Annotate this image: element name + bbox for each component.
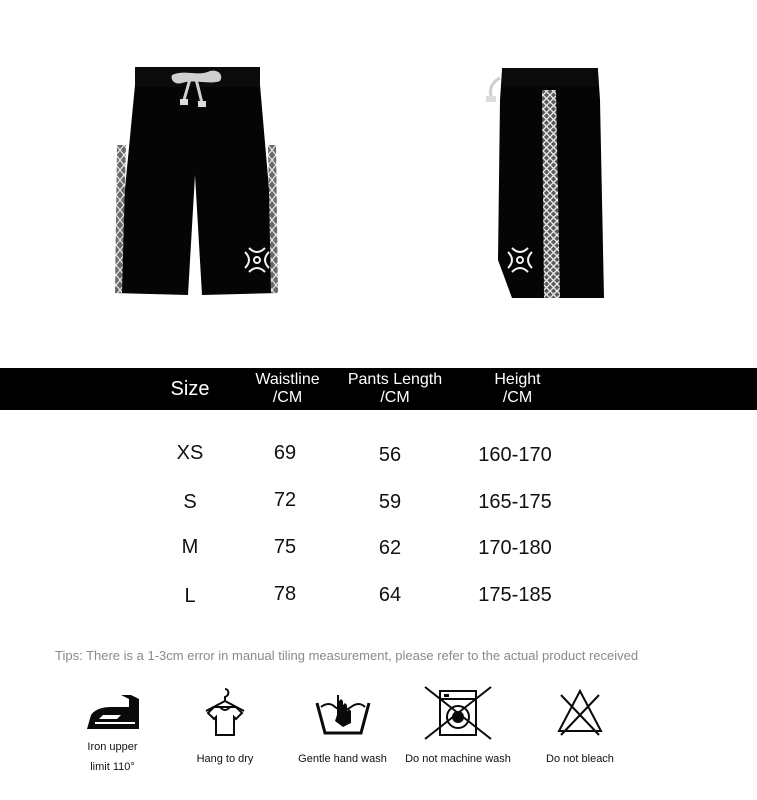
size-table-header: [0, 368, 757, 410]
care-item-hang-dry: [185, 685, 265, 769]
header-size: Size: [170, 378, 210, 400]
hand-wash-icon: [311, 685, 375, 741]
cell-size: XS: [176, 442, 204, 464]
cell-pants-length: 62: [378, 537, 402, 559]
cell-height: 160-170: [478, 444, 552, 466]
cell-size: L: [184, 585, 196, 607]
header-waistline: Waistline /CM: [255, 371, 320, 406]
care-label: limit 110°: [90, 761, 135, 773]
cell-waistline: 75: [273, 536, 297, 558]
cell-pants-length: 64: [378, 584, 402, 606]
care-label: Hang to dry: [196, 753, 254, 765]
table-row: [0, 536, 757, 566]
no-bleach-icon: [553, 685, 607, 741]
cell-height: 165-175: [478, 491, 552, 513]
care-item-hand-wash: [290, 685, 395, 769]
cell-pants-length: 59: [378, 491, 402, 513]
care-item-no-machine-wash: [398, 685, 518, 769]
hanger-shirt-icon: [198, 685, 252, 741]
table-row: [0, 583, 757, 613]
cell-waistline: 78: [273, 583, 297, 605]
cell-size: S: [183, 491, 197, 513]
care-item-iron: [70, 685, 155, 777]
shorts-side-image: [480, 60, 610, 310]
iron-icon: [81, 685, 145, 737]
care-label: Do not machine wash: [405, 753, 511, 765]
shorts-front-image: [100, 55, 290, 305]
cell-waistline: 69: [273, 442, 297, 464]
header-height: Height /CM: [494, 371, 541, 406]
cell-size: M: [181, 536, 199, 558]
no-machine-wash-icon: [423, 685, 493, 741]
measurement-tips: Tips: There is a 1-3cm error in manual tiling measurement, please refer to the actual product received: [55, 648, 639, 663]
product-photos: [0, 0, 757, 360]
cell-height: 170-180: [478, 537, 552, 559]
table-row: [0, 442, 757, 472]
care-label: Iron upper: [87, 741, 138, 753]
cell-height: 175-185: [478, 584, 552, 606]
cell-waistline: 72: [273, 489, 297, 511]
header-pants-length: Pants Length /CM: [347, 371, 443, 406]
care-instructions: [0, 685, 757, 795]
cell-pants-length: 56: [378, 444, 402, 466]
care-label: Gentle hand wash: [298, 753, 387, 765]
care-label: Do not bleach: [546, 753, 614, 765]
table-row: [0, 489, 757, 519]
care-item-no-bleach: [530, 685, 630, 769]
